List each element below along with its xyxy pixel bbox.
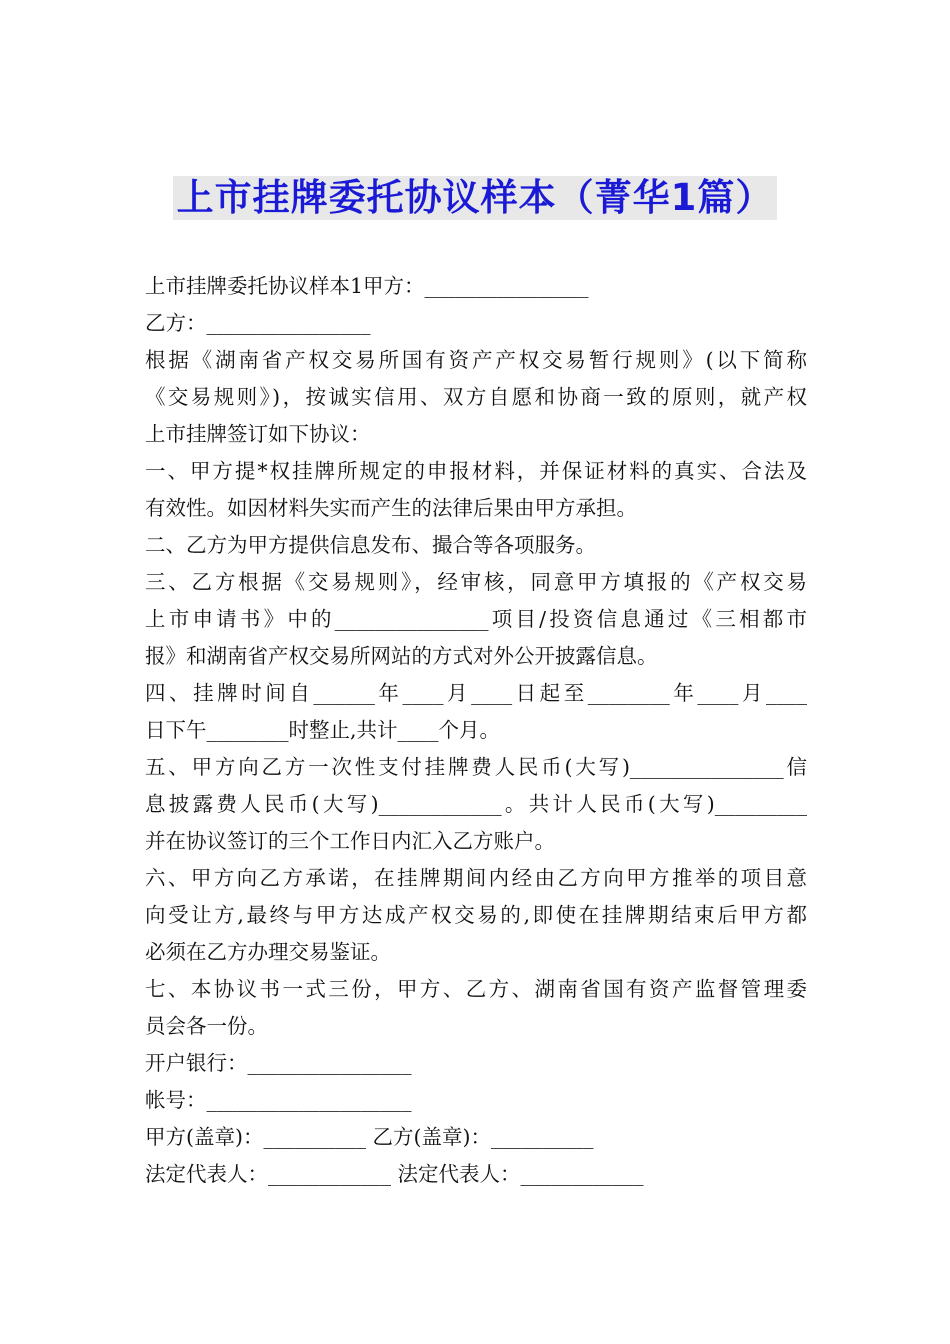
text-line: 《交易规则》)，按诚实信用、双方自愿和协商一致的原则，就产权 — [145, 385, 807, 409]
text-line: 帐号：____________________ — [145, 1088, 412, 1112]
text-line: 五、甲方向乙方一次性支付挂牌费人民币(大写)_______________信 — [145, 755, 807, 779]
text-line: 三、乙方根据《交易规则》，经审核，同意甲方填报的《产权交易 — [145, 570, 807, 594]
text-line: 二、乙方为甲方提供信息发布、撮合等各项服务。 — [145, 533, 596, 557]
text-line: 六、甲方向乙方承诺，在挂牌期间内经由乙方向甲方推举的项目意 — [145, 866, 807, 890]
title-container — [0, 176, 950, 220]
text-line: 有效性。如因材料失实而产生的法律后果由甲方承担。 — [145, 496, 637, 520]
text-line: 员会各一份。 — [145, 1014, 268, 1038]
text-line: 上市挂牌委托协议样本1甲方：________________ — [145, 274, 589, 298]
document-title: 上市挂牌委托协议样本（菁华1篇） — [173, 176, 778, 220]
document-body — [145, 268, 807, 1193]
text-line: 向受让方,最终与甲方达成产权交易的,即使在挂牌期结束后甲方都 — [145, 903, 807, 927]
text-line: 根据《湖南省产权交易所国有资产产权交易暂行规则》(以下简称 — [145, 348, 807, 372]
text-line: 息披露费人民币(大写)____________。共计人民币(大写)_________ — [145, 792, 807, 816]
text-line: 并在协议签订的三个工作日内汇入乙方账户。 — [145, 829, 555, 853]
text-line: 上市申请书》中的_______________项目/投资信息通过《三相都市 — [145, 607, 807, 631]
text-line: 上市挂牌签订如下协议： — [145, 422, 371, 446]
text-line: 报》和湖南省产权交易所网站的方式对外公开披露信息。 — [145, 644, 658, 668]
text-line: 七、本协议书一式三份，甲方、乙方、湖南省国有资产监督管理委 — [145, 977, 807, 1001]
text-line: 乙方：________________ — [145, 311, 371, 335]
text-line: 日下午________时整止,共计____个月。 — [145, 718, 501, 742]
text-line: 一、甲方提*权挂牌所规定的申报材料，并保证材料的真实、合法及 — [145, 459, 807, 483]
text-line: 法定代表人：____________ 法定代表人：____________ — [145, 1162, 644, 1186]
text-line: 必须在乙方办理交易鉴证。 — [145, 940, 391, 964]
text-line: 开户银行：________________ — [145, 1051, 412, 1075]
text-line: 四、挂牌时间自______年____月____日起至________年____月____ — [145, 681, 807, 705]
text-line: 甲方(盖章)：__________ 乙方(盖章)：__________ — [145, 1125, 594, 1149]
